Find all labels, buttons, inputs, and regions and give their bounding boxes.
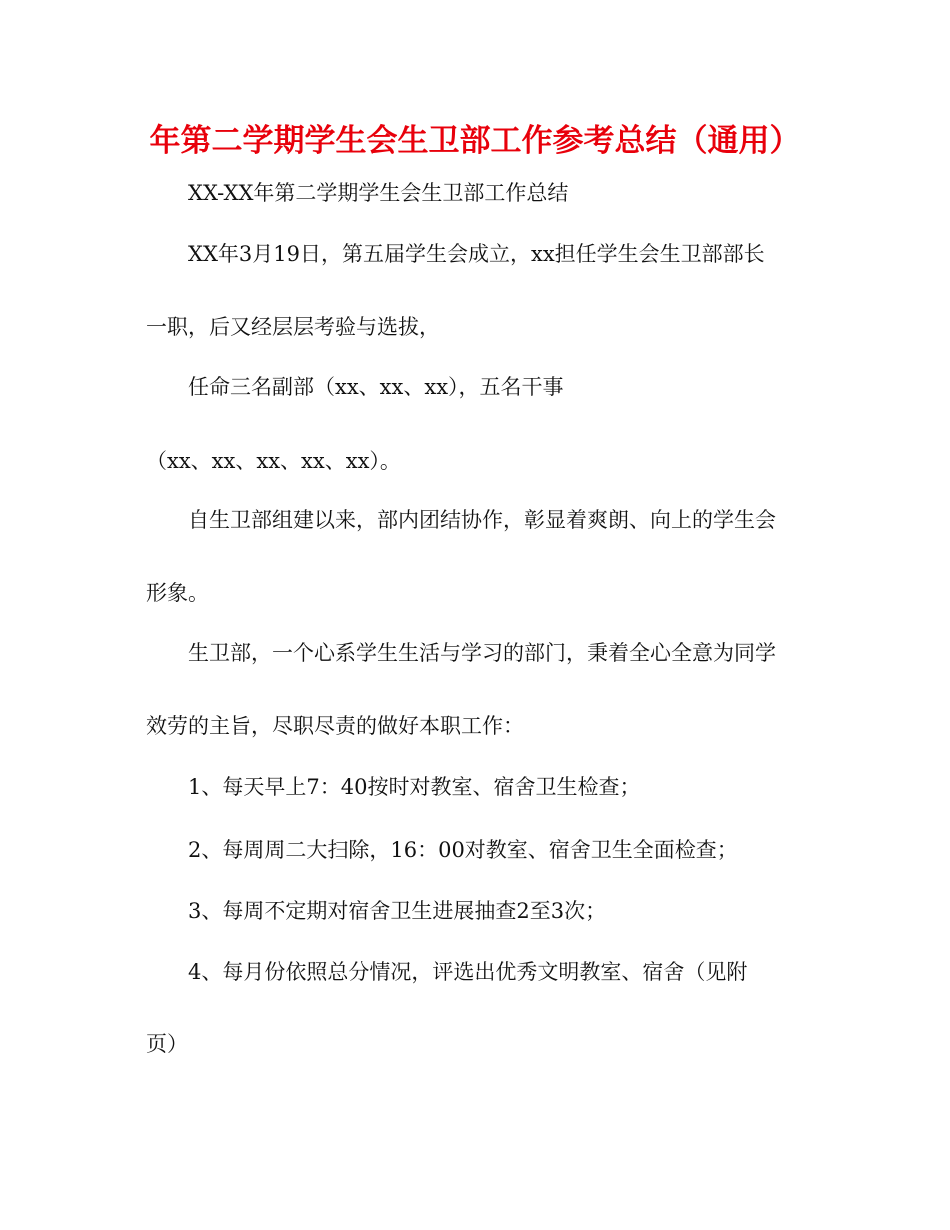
paragraph-line: 自生卫部组建以来，部内团结协作，彰显着爽朗、向上的学生会: [188, 508, 776, 532]
paragraph-line: 任命三名副部（xx、xx、xx），五名干事: [188, 375, 564, 399]
list-item: 4、每月份依照总分情况，评选出优秀文明教室、宿舍（见附: [188, 960, 748, 984]
paragraph-line: 形象。: [146, 581, 209, 605]
paragraph-line: 页）: [146, 1032, 188, 1056]
paragraph-line: XX年3月19日，第五届学生会成立，xx担任学生会生卫部部长: [188, 242, 765, 266]
paragraph-line: 一职，后又经层层考验与选拔，: [146, 315, 440, 339]
paragraph-line: （xx、xx、xx、xx、xx）。: [146, 449, 401, 473]
paragraph-line: 效劳的主旨，尽职尽责的做好本职工作：: [146, 714, 524, 738]
paragraph-line: 生卫部，一个心系学生生活与学习的部门，秉着全心全意为同学: [188, 641, 776, 665]
list-item: 1、每天早上7：40按时对教室、宿舍卫生检查；: [188, 775, 641, 799]
list-item: 2、每周周二大扫除，16：00对教室、宿舍卫生全面检查；: [188, 838, 738, 862]
document-title: 年第二学期学生会生卫部工作参考总结（通用）: [149, 123, 801, 159]
list-item: 3、每周不定期对宿舍卫生进展抽查2至3次；: [188, 899, 607, 923]
subtitle-line: XX-XX年第二学期学生会生卫部工作总结: [188, 181, 569, 205]
